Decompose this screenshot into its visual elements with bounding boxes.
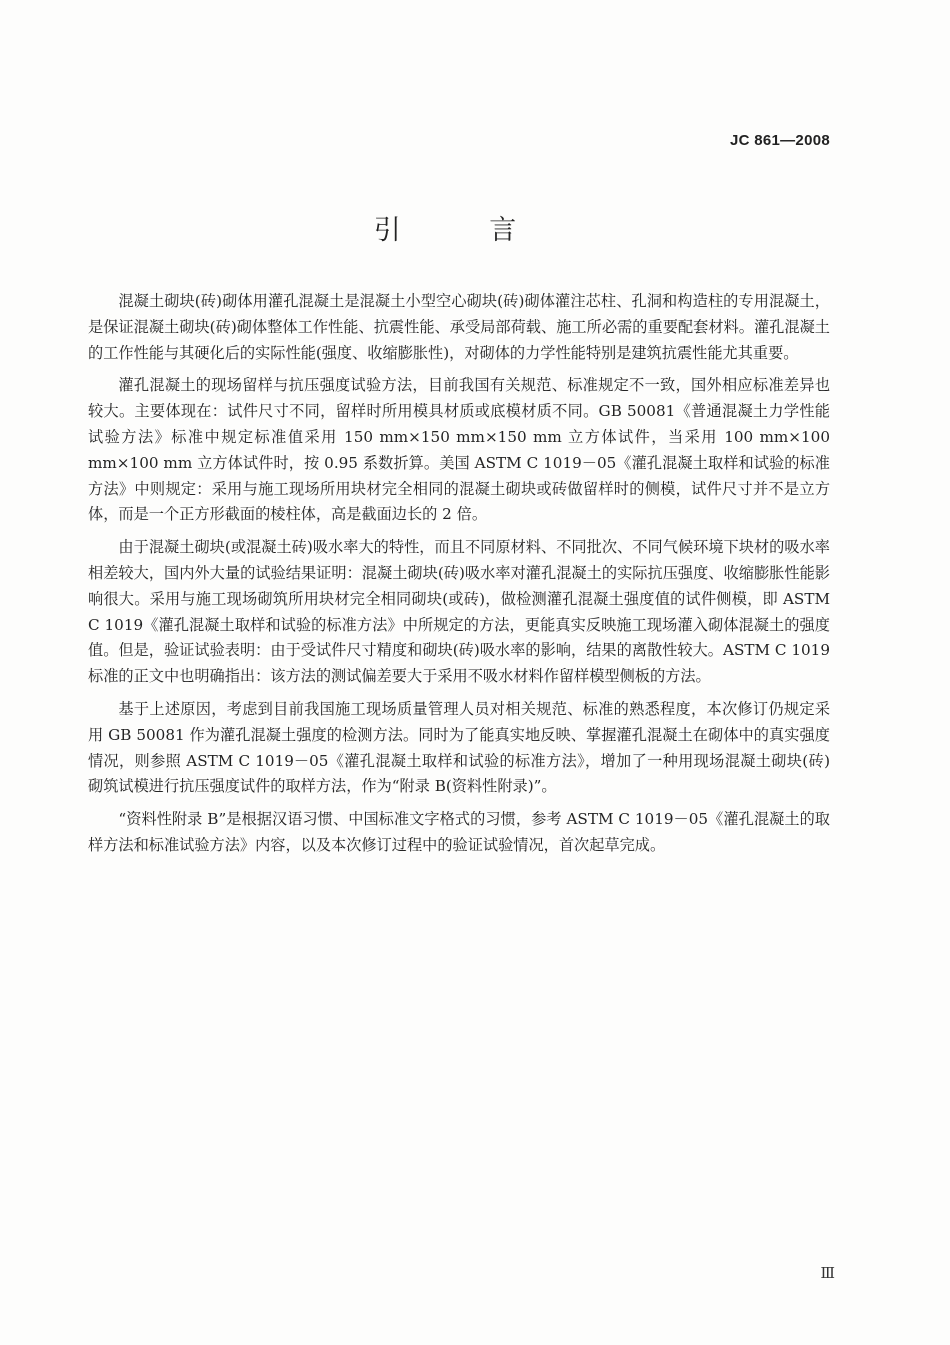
body-text	[88, 289, 830, 866]
standard-number: JC 861—2008	[729, 132, 830, 149]
paragraph: 基于上述原因，考虑到目前我国施工现场质量管理人员对相关规范、标准的熟悉程度，本次修订仍规定采用 GB 50081 作为灌孔混凝土强度的检测方法。同时为了能真实地反映、掌握灌孔混凝土在砌体中的真实强度情况，则参照 ASTM C 1019－05《灌孔混凝土取样和试验的标准方法》，增加了一种用现场混凝土砌块(砖)砌筑试模进行抗压强度试件的取样方法，作为“附录 B(资料性附录)”。	[88, 699, 830, 796]
paragraph: 灌孔混凝土的现场留样与抗压强度试验方法，目前我国有关规范、标准规定不一致，国外相应标准差异也较大。主要体现在：试件尺寸不同，留样时所用模具材质或底模材质不同。GB 50081《普通混凝土力学性能试验方法》标准中规定标准值采用 150 mm×150 mm×150 mm 立方体试件，当采用 100 mm×100 mm×100 mm 立方体试件时，按 0.95 系数折算。美国 ASTM C 1019－05《灌孔混凝土取样和试验的标准方法》中则规定：采用与施工现场所用块材完全相同的混凝土砌块或砖做留样时的侧模，试件尺寸并不是立方体，而是一个正方形截面的棱柱体，高是截面边长的 2 倍。	[88, 376, 830, 524]
paragraph: “资料性附录 B”是根据汉语习惯、中国标准文字格式的习惯，参考 ASTM C 1019－05《灌孔混凝土的取样方法和标准试验方法》内容，以及本次修订过程中的验证试验情况，首次起草完成。	[88, 810, 830, 854]
paragraph: 混凝土砌块(砖)砌体用灌孔混凝土是混凝土小型空心砌块(砖)砌体灌注芯柱、孔洞和构造柱的专用混凝土，是保证混凝土砌块(砖)砌体整体工作性能、抗震性能、承受局部荷载、施工所必需的重要配套材料。灌孔混凝土的工作性能与其硬化后的实际性能(强度、收缩膨胀性)，对砌体的力学性能特别是建筑抗震性能尤其重要。	[88, 292, 830, 362]
page-title: 引 言	[373, 215, 557, 246]
paragraph: 由于混凝土砌块(或混凝土砖)吸水率大的特性，而且不同原材料、不同批次、不同气候环境下块材的吸水率相差较大，国内外大量的试验结果证明：混凝土砌块(砖)吸水率对灌孔混凝土的实际抗压强度、收缩膨胀性能影响很大。采用与施工现场砌筑所用块材完全相同砌块(或砖)，做检测灌孔混凝土强度值的试件侧模，即 ASTM C 1019《灌孔混凝土取样和试验的标准方法》中所规定的方法，更能真实反映施工现场灌入砌体混凝土的强度值。但是，验证试验表明：由于受试件尺寸精度和砌块(砖)吸水率的影响，结果的离散性较大。ASTM C 1019 标准的正文中也明确指出：该方法的测试偏差要大于采用不吸水材料作留样模型侧板的方法。	[88, 538, 830, 686]
page-number: Ⅲ	[820, 1264, 835, 1282]
